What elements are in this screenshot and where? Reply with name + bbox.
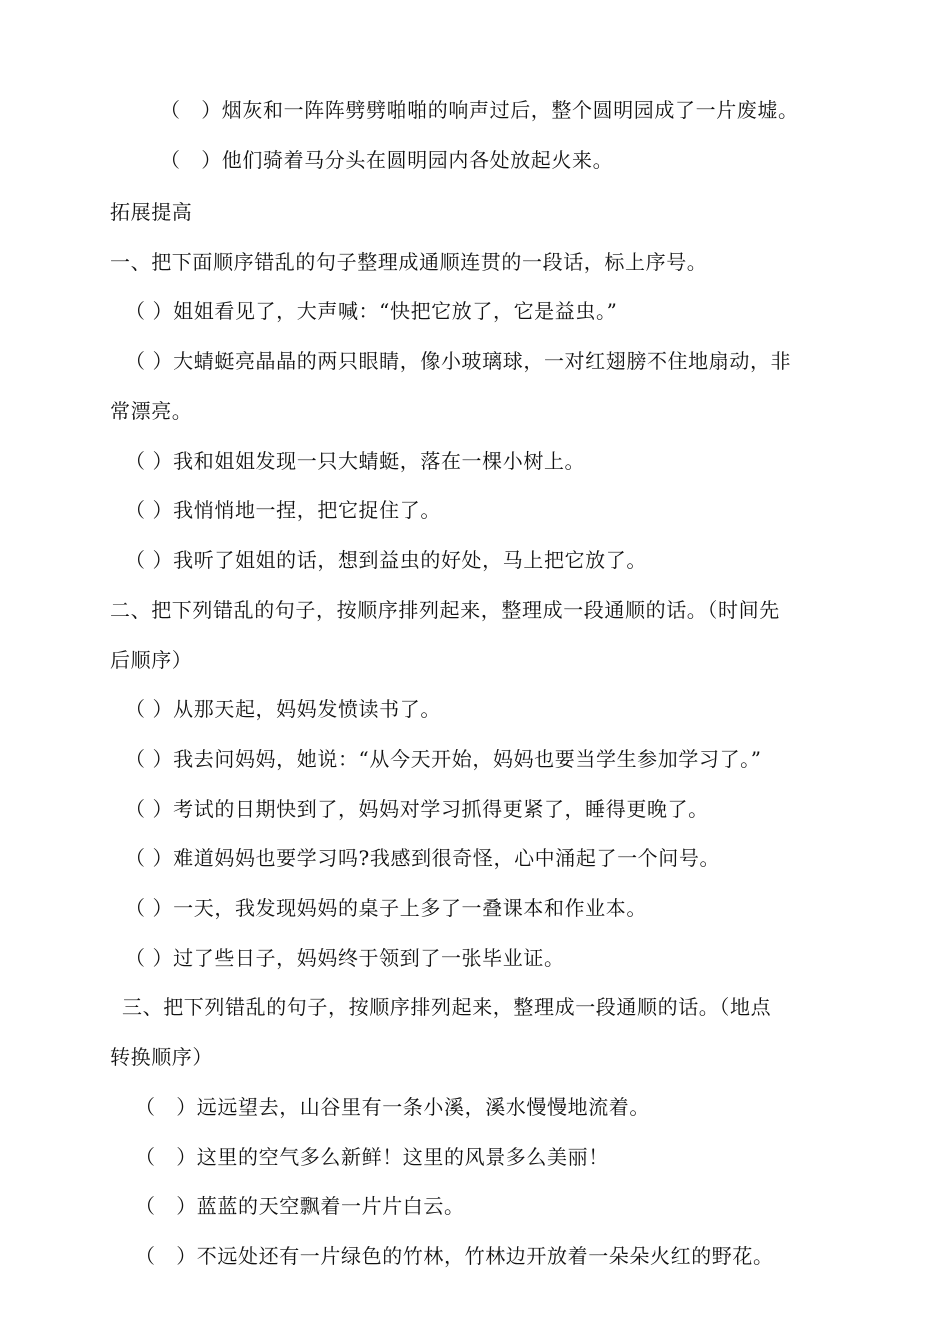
section2-item-3: （ ）考试的日期快到了，妈妈对学习抓得更紧了，睡得更晚了。 bbox=[125, 797, 709, 821]
section3-item-2: （ ）这里的空气多么新鲜！这里的风景多么美丽！ bbox=[135, 1145, 609, 1169]
section1-item-4: （ ）我悄悄地一捏，把它捉住了。 bbox=[125, 498, 441, 522]
section3-item-1: （ ）远远望去，山谷里有一条小溪，溪水慢慢地流着。 bbox=[135, 1095, 650, 1119]
section2-item-6: （ ）过了些日子，妈妈终于领到了一张毕业证。 bbox=[125, 946, 565, 970]
top-item-1: （ ）烟灰和一阵阵劈劈啪啪的响声过后，整个圆明园成了一片废墟。 bbox=[160, 98, 799, 122]
section1-item-2-continued: 常漂亮。 bbox=[110, 399, 193, 423]
section1-heading: 一、把下面顺序错乱的句子整理成通顺连贯的一段话，标上序号。 bbox=[110, 250, 708, 274]
section3-item-4: （ ）不远处还有一片绿色的竹林，竹林边开放着一朵朵火红的野花。 bbox=[135, 1244, 774, 1268]
section1-item-3: （ ）我和姐姐发现一只大蜻蜓，落在一棵小树上。 bbox=[125, 449, 586, 473]
section3-heading-line2: 转换顺序） bbox=[110, 1045, 213, 1069]
section1-item-5: （ ）我听了姐姐的话，想到益虫的好处，马上把它放了。 bbox=[125, 548, 647, 572]
extension-title: 拓展提高 bbox=[110, 200, 193, 224]
section2-item-5: （ ）一天，我发现妈妈的桌子上多了一叠课本和作业本。 bbox=[125, 896, 647, 920]
section2-item-1: （ ）从那天起，妈妈发愤读书了。 bbox=[125, 697, 441, 721]
section3-heading-line1: 三、把下列错乱的句子，按顺序排列起来，整理成一段通顺的话。（地点 bbox=[122, 995, 772, 1019]
section3-item-3: （ ）蓝蓝的天空飘着一片片白云。 bbox=[135, 1194, 465, 1218]
section1-item-1: （ ）姐姐看见了，大声喊：“快把它放了，它是益虫。” bbox=[125, 299, 618, 323]
section1-item-2: （ ）大蜻蜓亮晶晶的两只眼睛，像小玻璃球，一对红翅膀不住地扇动，非 bbox=[125, 349, 792, 373]
section2-item-2: （ ）我去问妈妈，她说：“从今天开始，妈妈也要当学生参加学习了。” bbox=[125, 747, 762, 771]
section2-heading-line2: 后顺序） bbox=[110, 648, 193, 672]
section2-item-4: （ ）难道妈妈也要学习吗?我感到很奇怪，心中涌起了一个问号。 bbox=[125, 846, 721, 870]
section2-heading-line1: 二、把下列错乱的句子，按顺序排列起来，整理成一段通顺的话。（时间先 bbox=[110, 598, 780, 622]
top-item-2: （ ）他们骑着马分头在圆明园内各处放起火来。 bbox=[160, 148, 614, 172]
